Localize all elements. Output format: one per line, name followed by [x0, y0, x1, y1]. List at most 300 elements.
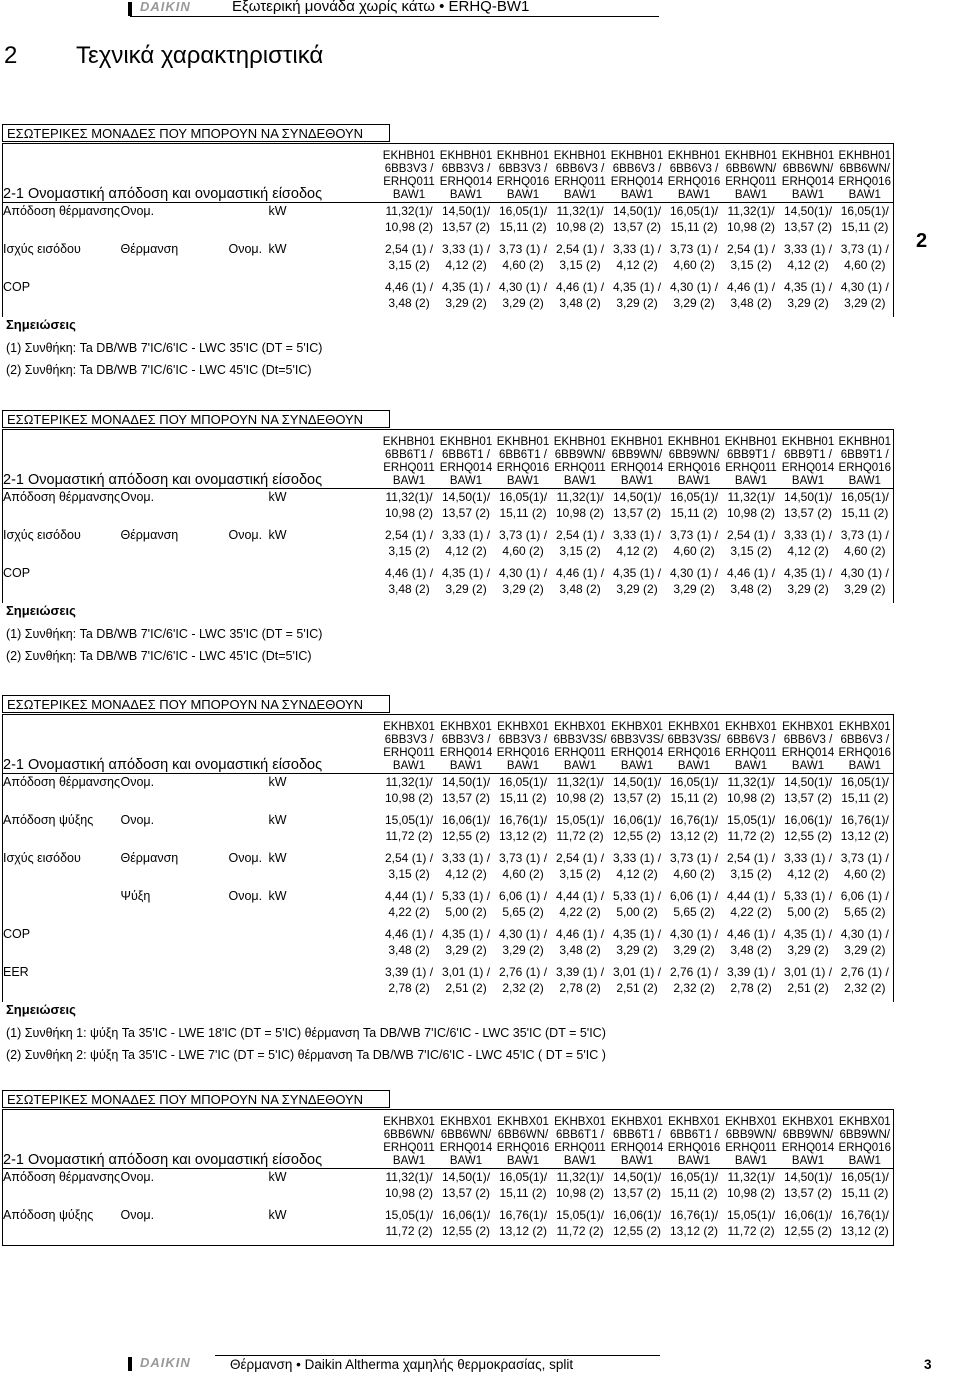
model-line: BAW1 — [563, 1155, 597, 1167]
model-line: 6BB3V3 / — [441, 163, 491, 175]
header-row — [3, 1110, 894, 1169]
side-tab-number: 2 — [916, 230, 928, 252]
value-text: 4,30 (1) / 3,29 (2) — [499, 566, 548, 596]
value-text: 4,30 (1) / 3,29 (2) — [670, 280, 719, 310]
row-sublabel-2 — [229, 1169, 269, 1208]
data-row — [3, 812, 894, 850]
row-sublabel: Ονομ. — [121, 1207, 229, 1246]
row-unit — [269, 565, 381, 603]
model-line: 6BB6V3 / — [726, 734, 776, 746]
model-line: 6BB9WN/ — [554, 449, 606, 461]
row-sublabel: Ψύξη — [120, 889, 151, 903]
model-line: 6BB6WN/ — [782, 163, 834, 175]
model-line: EKHBH01 — [496, 150, 550, 162]
value-cell — [438, 279, 495, 317]
value-cell — [666, 774, 723, 813]
value-text: 3,73 (1) / 4,60 (2) — [499, 528, 548, 558]
model-line: 6BB6T1 / — [613, 1129, 661, 1141]
row-unit — [269, 279, 381, 317]
model-line: EKHBX01 — [611, 1116, 663, 1128]
value-cell — [438, 964, 495, 1002]
note-line: (2) Συνθήκη: Ta DB/WB 7'IC/6'IC - LWC 45'IC (Dt=5'IC) — [6, 363, 312, 377]
value-cell — [666, 203, 723, 242]
model-line: BAW1 — [506, 1155, 540, 1167]
model-line: BAW1 — [392, 760, 426, 772]
value-text: 3,73 (1) / 4,60 (2) — [670, 851, 719, 881]
data-row — [3, 850, 894, 888]
value-cell — [438, 774, 495, 813]
model-header-cell — [837, 715, 894, 774]
value-cell — [666, 888, 723, 926]
model-header-cell — [780, 430, 837, 489]
value-cell — [438, 203, 495, 242]
model-line: ERHQ016 — [838, 747, 891, 759]
value-text: 14,50(1)/ 13,57 (2) — [784, 490, 833, 520]
header-title: Εξωτερική μονάδα χωρίς κάτω • ERHQ-BW1 — [232, 0, 530, 15]
value-text: 15,05(1)/ 11,72 (2) — [556, 813, 605, 843]
model-line: BAW1 — [734, 1155, 768, 1167]
value-cell — [723, 203, 780, 242]
table-subtitle: 2-1 Ονομαστική απόδοση και ονομαστική είσοδος — [3, 715, 381, 774]
model-line: ERHQ014 — [610, 462, 664, 474]
value-cell — [837, 565, 894, 603]
row-sublabel — [121, 565, 229, 603]
model-line: EKHBX01 — [838, 721, 891, 733]
value-text: 14,50(1)/ 13,57 (2) — [784, 775, 833, 805]
value-cell — [495, 203, 552, 242]
footer-daikin-logo: DAIKIN — [140, 1355, 191, 1370]
model-line: 6BB6V3 / — [783, 734, 833, 746]
footer-rule — [215, 1355, 660, 1356]
model-line: EKHBH01 — [667, 150, 721, 162]
value-text: 16,76(1)/ 13,12 (2) — [840, 813, 889, 843]
value-cell — [723, 964, 780, 1002]
model-line: ERHQ016 — [496, 462, 550, 474]
value-text: 16,05(1)/ 15,11 (2) — [670, 490, 719, 520]
value-cell — [723, 888, 780, 926]
model-line: 6BB6WN/ — [440, 1129, 492, 1141]
model-line: EKHBH01 — [838, 436, 891, 448]
row-sublabel-2 — [229, 926, 269, 964]
model-line: 6BB3V3 / — [384, 163, 434, 175]
model-line: ERHQ016 — [838, 176, 891, 188]
row-sublabel-2 — [229, 203, 269, 242]
model-line: EKHBX01 — [497, 721, 549, 733]
value-cell — [723, 241, 780, 279]
value-cell — [837, 241, 894, 279]
row-sublabel: Ονομ. — [120, 204, 155, 218]
value-cell — [438, 1169, 495, 1208]
row-unit: kW — [268, 242, 287, 256]
model-line: ERHQ014 — [781, 747, 835, 759]
value-text: 4,44 (1) / 4,22 (2) — [556, 889, 605, 919]
model-line: ERHQ016 — [496, 1142, 550, 1154]
model-line: BAW1 — [449, 475, 483, 487]
value-text: 3,33 (1) / 4,12 (2) — [613, 851, 662, 881]
row-label: Ισχύς εισόδου — [3, 241, 121, 279]
value-text: 5,33 (1) / 5,00 (2) — [784, 889, 833, 919]
model-line: ERHQ014 — [781, 176, 835, 188]
model-line: EKHBH01 — [781, 436, 835, 448]
value-text: 3,73 (1) / 4,60 (2) — [499, 851, 548, 881]
row-sublabel: Ονομ. — [120, 813, 155, 827]
row-sublabel: Θέρμανση — [120, 528, 179, 542]
model-line: BAW1 — [392, 189, 426, 201]
value-text: 16,06(1)/ 12,55 (2) — [442, 813, 491, 843]
model-header-cell — [552, 1110, 609, 1169]
value-cell — [552, 964, 609, 1002]
value-cell — [495, 241, 552, 279]
value-cell — [837, 527, 894, 565]
model-header-cell — [552, 715, 609, 774]
value-text: 4,35 (1) / 3,29 (2) — [442, 566, 491, 596]
value-cell — [381, 812, 438, 850]
value-text: 6,06 (1) / 5,65 (2) — [499, 889, 548, 919]
model-header-cell — [780, 144, 837, 203]
model-line: EKHBX01 — [782, 1116, 834, 1128]
model-line: EKHBX01 — [838, 1116, 891, 1128]
model-header-cell — [837, 144, 894, 203]
value-cell — [381, 888, 438, 926]
value-text: 2,54 (1) / 3,15 (2) — [385, 851, 434, 881]
value-text: 6,06 (1) / 5,65 (2) — [670, 889, 719, 919]
model-header-cell — [552, 144, 609, 203]
value-text: 16,76(1)/ 13,12 (2) — [499, 1208, 548, 1238]
value-text: 4,35 (1) / 3,29 (2) — [613, 927, 662, 957]
value-text: 3,33 (1) / 4,12 (2) — [613, 242, 662, 272]
value-cell — [552, 241, 609, 279]
model-line: 6BB9T1 / — [727, 449, 775, 461]
value-cell — [495, 489, 552, 528]
value-cell — [495, 527, 552, 565]
value-cell — [609, 489, 666, 528]
row-sublabel-2 — [229, 565, 269, 603]
value-cell — [780, 888, 837, 926]
note-line: (1) Συνθήκη: Ta DB/WB 7'IC/6'IC - LWC 35'IC (DT = 5'IC) — [6, 341, 323, 355]
row-sublabel-2: Ονομ. — [228, 851, 263, 865]
row-sublabel: Ονομ. — [120, 490, 155, 504]
model-line: 6BB6T1 / — [556, 1129, 604, 1141]
value-text: 11,32(1)/ 10,98 (2) — [385, 490, 434, 520]
note-line: (1) Συνθήκη 1: ψύξη Ta 35'IC - LWE 18'IC (DT = 5'IC) θέρμανση Ta DB/WB 7'IC/6'IC - LWC 35'IC (DT = 5'IC) — [6, 1026, 606, 1040]
model-line: 6BB3V3 / — [441, 734, 491, 746]
value-text: 3,33 (1) / 4,12 (2) — [784, 528, 833, 558]
table-caption: ΕΣΩΤΕΡΙΚΕΣ ΜΟΝΑΔΕΣ ΠΟΥ ΜΠΟΡΟΥΝ ΝΑ ΣΥΝΔΕΘΟΥΝ — [2, 1090, 390, 1108]
notes-title: Σημειώσεις — [6, 317, 76, 332]
row-unit: kW — [268, 204, 287, 218]
value-text: 2,76 (1) / 2,32 (2) — [670, 965, 719, 995]
model-line: EKHBX01 — [440, 1116, 492, 1128]
value-cell — [552, 1207, 609, 1246]
model-header-cell — [381, 1110, 438, 1169]
model-line: ERHQ016 — [496, 747, 550, 759]
row-sublabel-2 — [229, 1207, 269, 1246]
row-unit: kW — [268, 1170, 287, 1184]
value-text: 3,39 (1) / 2,78 (2) — [727, 965, 776, 995]
value-cell — [609, 964, 666, 1002]
model-header-cell — [381, 715, 438, 774]
value-text: 16,05(1)/ 15,11 (2) — [670, 1170, 719, 1200]
row-label: COP — [3, 926, 121, 964]
model-header-cell — [495, 430, 552, 489]
value-cell — [780, 241, 837, 279]
value-cell — [780, 774, 837, 813]
value-text: 4,30 (1) / 3,29 (2) — [670, 927, 719, 957]
model-line: BAW1 — [734, 189, 768, 201]
model-line: EKHBH01 — [781, 150, 835, 162]
value-text: 14,50(1)/ 13,57 (2) — [442, 204, 491, 234]
model-header-cell — [609, 430, 666, 489]
value-text: 3,73 (1) / 4,60 (2) — [840, 242, 889, 272]
row-label: Απόδοση θέρμανσης — [3, 774, 121, 813]
row-unit — [269, 964, 381, 1002]
model-line: EKHBX01 — [383, 1116, 435, 1128]
model-line: ERHQ011 — [383, 1142, 435, 1154]
value-cell — [438, 527, 495, 565]
model-line: ERHQ011 — [554, 176, 606, 188]
data-row — [3, 241, 894, 279]
model-line: ERHQ016 — [838, 1142, 891, 1154]
value-text: 3,33 (1) / 4,12 (2) — [784, 242, 833, 272]
value-text: 4,30 (1) / 3,29 (2) — [840, 566, 889, 596]
value-cell — [609, 279, 666, 317]
model-header-cell — [837, 1110, 894, 1169]
value-text: 4,44 (1) / 4,22 (2) — [727, 889, 776, 919]
value-text: 16,05(1)/ 15,11 (2) — [840, 490, 889, 520]
value-cell — [438, 888, 495, 926]
value-text: 11,32(1)/ 10,98 (2) — [556, 490, 605, 520]
value-cell — [609, 203, 666, 242]
value-text: 4,35 (1) / 3,29 (2) — [784, 927, 833, 957]
model-line: ERHQ016 — [667, 462, 721, 474]
value-cell — [381, 565, 438, 603]
model-line: BAW1 — [620, 475, 654, 487]
model-line: BAW1 — [563, 189, 597, 201]
value-text: 4,46 (1) / 3,48 (2) — [385, 280, 434, 310]
value-text: 4,46 (1) / 3,48 (2) — [727, 280, 776, 310]
model-line: ERHQ014 — [439, 462, 493, 474]
page-number: 3 — [924, 1357, 932, 1372]
value-cell — [666, 964, 723, 1002]
value-text: 3,33 (1) / 4,12 (2) — [784, 851, 833, 881]
value-cell — [552, 888, 609, 926]
table-caption: ΕΣΩΤΕΡΙΚΕΣ ΜΟΝΑΔΕΣ ΠΟΥ ΜΠΟΡΟΥΝ ΝΑ ΣΥΝΔΕΘΟΥΝ — [2, 124, 390, 142]
row-unit: kW — [268, 851, 287, 865]
model-line: EKHBH01 — [439, 150, 493, 162]
value-cell — [381, 1207, 438, 1246]
value-cell — [495, 774, 552, 813]
model-line: ERHQ016 — [667, 747, 721, 759]
value-cell — [381, 926, 438, 964]
value-text: 6,06 (1) / 5,65 (2) — [840, 889, 889, 919]
value-text: 3,33 (1) / 4,12 (2) — [613, 528, 662, 558]
value-text: 16,05(1)/ 15,11 (2) — [840, 204, 889, 234]
value-cell — [666, 1207, 723, 1246]
model-line: BAW1 — [848, 760, 881, 772]
model-line: ERHQ016 — [667, 1142, 721, 1154]
model-line: 6BB6WN/ — [383, 1129, 435, 1141]
value-text: 4,46 (1) / 3,48 (2) — [727, 566, 776, 596]
data-row — [3, 565, 894, 603]
model-line: BAW1 — [677, 189, 711, 201]
model-line: EKHBH01 — [382, 150, 436, 162]
value-text: 15,05(1)/ 11,72 (2) — [385, 1208, 434, 1238]
value-cell — [381, 774, 438, 813]
value-cell — [495, 926, 552, 964]
footer-logo-bar — [128, 1357, 132, 1371]
value-cell — [666, 850, 723, 888]
value-cell — [837, 964, 894, 1002]
data-row — [3, 489, 894, 528]
model-line: BAW1 — [848, 475, 881, 487]
value-text: 2,76 (1) / 2,32 (2) — [499, 965, 548, 995]
model-line: 6BB6WN/ — [497, 1129, 549, 1141]
value-cell — [837, 926, 894, 964]
model-line: 6BB3V3 / — [498, 163, 548, 175]
value-text: 3,01 (1) / 2,51 (2) — [613, 965, 662, 995]
value-text: 16,05(1)/ 15,11 (2) — [499, 204, 548, 234]
value-text: 2,54 (1) / 3,15 (2) — [727, 242, 776, 272]
header-row — [3, 430, 894, 489]
model-line: 6BB6WN/ — [839, 163, 891, 175]
value-cell — [723, 489, 780, 528]
value-cell — [666, 489, 723, 528]
model-line: ERHQ011 — [383, 462, 435, 474]
model-line: 6BB9WN/ — [668, 449, 720, 461]
model-line: ERHQ011 — [383, 747, 435, 759]
value-cell — [552, 565, 609, 603]
row-unit: kW — [268, 889, 287, 903]
value-cell — [780, 489, 837, 528]
data-row — [3, 888, 894, 926]
value-cell — [381, 279, 438, 317]
model-header-cell — [666, 144, 723, 203]
model-header-cell — [381, 144, 438, 203]
note-line: (2) Συνθήκη 2: ψύξη Ta 35'IC - LWE 7'IC (DT = 5'IC) θέρμανση Ta DB/WB 7'IC/6'IC - LWC 45'IC ( DT = 5'IC ) — [6, 1048, 606, 1062]
value-cell — [780, 565, 837, 603]
row-label: Απόδοση ψύξης — [3, 812, 121, 850]
model-line: ERHQ011 — [725, 462, 777, 474]
value-text: 4,46 (1) / 3,48 (2) — [385, 566, 434, 596]
value-text: 2,54 (1) / 3,15 (2) — [727, 528, 776, 558]
model-line: 6BB6T1 / — [442, 449, 490, 461]
row-unit: kW — [268, 813, 287, 827]
model-header-cell — [438, 1110, 495, 1169]
value-text: 4,46 (1) / 3,48 (2) — [727, 927, 776, 957]
value-text: 4,46 (1) / 3,48 (2) — [385, 927, 434, 957]
value-cell — [666, 1169, 723, 1208]
value-cell — [780, 279, 837, 317]
value-cell — [666, 812, 723, 850]
model-line: 6BB6V3 / — [840, 734, 890, 746]
model-line: ERHQ011 — [725, 176, 777, 188]
model-header-cell — [609, 144, 666, 203]
value-text: 2,76 (1) / 2,32 (2) — [840, 965, 889, 995]
row-sublabel: Ονομ. — [120, 1170, 155, 1184]
model-line: EKHBX01 — [440, 721, 492, 733]
value-text: 16,05(1)/ 15,11 (2) — [499, 775, 548, 805]
value-cell — [495, 964, 552, 1002]
model-header-cell — [666, 1110, 723, 1169]
table-caption: ΕΣΩΤΕΡΙΚΕΣ ΜΟΝΑΔΕΣ ΠΟΥ ΜΠΟΡΟΥΝ ΝΑ ΣΥΝΔΕΘΟΥΝ — [2, 695, 390, 713]
value-cell — [552, 527, 609, 565]
table-subtitle: 2-1 Ονομαστική απόδοση και ονομαστική είσοδος — [3, 430, 381, 489]
value-text: 2,54 (1) / 3,15 (2) — [385, 528, 434, 558]
value-text: 2,54 (1) / 3,15 (2) — [556, 528, 605, 558]
row-sublabel — [121, 964, 229, 1002]
model-line: 6BB3V3S/ — [610, 734, 664, 746]
value-cell — [552, 850, 609, 888]
row-label: COP — [3, 279, 121, 317]
value-cell — [837, 850, 894, 888]
model-line: EKHBX01 — [497, 1116, 549, 1128]
model-line: EKHBH01 — [553, 436, 607, 448]
model-line: EKHBX01 — [554, 1116, 606, 1128]
row-label: EER — [3, 964, 121, 1002]
value-cell — [552, 489, 609, 528]
model-header-cell — [438, 144, 495, 203]
value-text: 11,32(1)/ 10,98 (2) — [385, 204, 434, 234]
value-cell — [666, 926, 723, 964]
model-header-cell — [438, 430, 495, 489]
value-text: 16,76(1)/ 13,12 (2) — [499, 813, 548, 843]
header-rule — [130, 16, 659, 17]
spec-table — [2, 1109, 894, 1246]
model-line: EKHBX01 — [554, 721, 606, 733]
value-cell — [723, 1169, 780, 1208]
value-text: 3,73 (1) / 4,60 (2) — [840, 851, 889, 881]
model-line: EKHBX01 — [611, 721, 663, 733]
value-cell — [609, 850, 666, 888]
data-row — [3, 1207, 894, 1246]
model-header-cell — [666, 715, 723, 774]
value-cell — [552, 1169, 609, 1208]
value-cell — [552, 812, 609, 850]
value-cell — [666, 241, 723, 279]
value-cell — [609, 774, 666, 813]
value-cell — [438, 812, 495, 850]
model-line: EKHBH01 — [724, 436, 778, 448]
model-line: BAW1 — [506, 760, 540, 772]
row-label: Απόδοση θέρμανσης — [3, 203, 121, 242]
value-cell — [780, 850, 837, 888]
spec-table — [2, 429, 894, 603]
data-row — [3, 926, 894, 964]
value-cell — [381, 850, 438, 888]
model-header-cell — [780, 1110, 837, 1169]
value-text: 3,73 (1) / 4,60 (2) — [670, 528, 719, 558]
model-line: BAW1 — [677, 1155, 711, 1167]
value-text: 4,44 (1) / 4,22 (2) — [385, 889, 434, 919]
value-cell — [837, 489, 894, 528]
row-sublabel-2: Ονομ. — [228, 889, 263, 903]
value-text: 4,46 (1) / 3,48 (2) — [556, 927, 605, 957]
value-text: 16,76(1)/ 13,12 (2) — [840, 1208, 889, 1238]
model-header-cell — [609, 715, 666, 774]
model-header-cell — [495, 715, 552, 774]
model-line: EKHBH01 — [382, 436, 436, 448]
model-line: 6BB6V3 / — [669, 163, 719, 175]
value-cell — [723, 565, 780, 603]
model-line: 6BB6WN/ — [725, 163, 777, 175]
row-unit: kW — [268, 490, 287, 504]
model-line: ERHQ014 — [439, 747, 493, 759]
value-cell — [723, 279, 780, 317]
model-line: BAW1 — [848, 1155, 881, 1167]
model-line: ERHQ014 — [610, 1142, 664, 1154]
value-cell — [552, 203, 609, 242]
model-line: EKHBH01 — [439, 436, 493, 448]
